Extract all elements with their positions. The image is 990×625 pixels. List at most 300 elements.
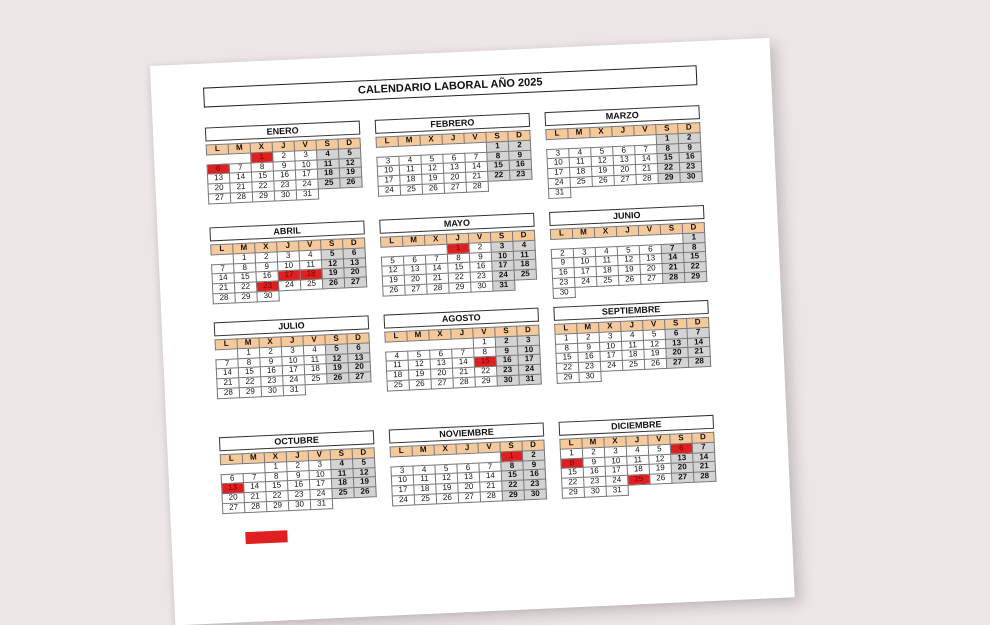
month-table	[545, 122, 703, 199]
day-cell: 10	[605, 456, 627, 467]
weekday-header: S	[670, 433, 692, 444]
day-cell: 12	[353, 467, 375, 478]
day-cell: 14	[212, 273, 234, 284]
day-cell: 12	[649, 454, 671, 465]
day-cell: 15	[657, 153, 679, 164]
day-cell: 14	[244, 482, 266, 493]
weekday-header: S	[660, 224, 682, 235]
day-cell: 6	[403, 255, 425, 266]
day-cell: 4	[303, 345, 325, 356]
day-cell: 10	[518, 345, 540, 356]
weekday-header: D	[343, 238, 365, 249]
weekday-header: S	[656, 124, 678, 135]
day-cell: 24	[575, 276, 597, 287]
day-cell: 27	[666, 358, 688, 369]
day-cell: 15	[251, 171, 273, 182]
day-cell: 19	[592, 166, 614, 177]
empty-cell	[349, 382, 371, 393]
day-cell: 28	[453, 377, 475, 388]
day-cell: 23	[524, 479, 546, 490]
weekday-header: V	[308, 450, 330, 461]
day-cell: 13	[665, 338, 687, 349]
day-cell: 13	[404, 265, 426, 276]
weekday-header: L	[211, 244, 233, 255]
day-cell: 23	[288, 490, 310, 501]
day-cell: 1	[251, 152, 273, 163]
day-cell: 22	[266, 491, 288, 502]
empty-cell	[301, 289, 323, 300]
day-cell: 31	[606, 485, 628, 496]
day-cell: 24	[492, 270, 514, 281]
day-cell: 16	[260, 366, 282, 377]
month-table	[380, 230, 538, 297]
day-cell: 3	[573, 247, 595, 258]
day-cell: 7	[452, 348, 474, 359]
weekday-header: D	[687, 317, 709, 328]
empty-cell	[685, 281, 707, 292]
day-cell: 19	[436, 483, 458, 494]
weekday-header: J	[456, 443, 478, 454]
day-cell: 17	[295, 169, 317, 180]
day-cell: 6	[343, 248, 365, 259]
day-cell: 7	[661, 243, 683, 254]
day-cell: 8	[447, 253, 469, 264]
day-cell: 20	[404, 274, 426, 285]
day-cell: 28	[693, 471, 715, 482]
day-cell: 21	[212, 283, 234, 294]
day-cell: 16	[496, 355, 518, 366]
day-cell: 24	[548, 178, 570, 189]
day-cell: 23	[679, 162, 701, 173]
month-name: DICIEMBRE	[559, 415, 714, 436]
day-cell: 13	[343, 258, 365, 269]
day-cell: 28	[217, 388, 239, 399]
day-cell: 21	[480, 481, 502, 492]
day-cell: 20	[458, 482, 480, 493]
day-cell: 18	[596, 266, 618, 277]
day-cell: 21	[688, 347, 710, 358]
day-cell: 25	[387, 380, 409, 391]
weekday-header: S	[316, 139, 338, 150]
empty-cell	[340, 187, 362, 198]
day-cell: 20	[444, 172, 466, 183]
day-cell: 15	[501, 470, 523, 481]
day-cell: 19	[322, 268, 344, 279]
day-cell: 12	[326, 353, 348, 364]
day-cell: 27	[672, 472, 694, 483]
day-cell: 10	[391, 475, 413, 486]
day-cell: 18	[570, 167, 592, 178]
day-cell: 14	[693, 452, 715, 463]
weekday-header: X	[604, 436, 626, 447]
day-cell: 30	[584, 486, 606, 497]
day-cell: 26	[409, 379, 431, 390]
month-mayo	[379, 213, 537, 297]
day-cell: 4	[513, 240, 535, 251]
weekday-header: S	[330, 449, 352, 460]
day-cell: 6	[665, 328, 687, 339]
day-cell: 28	[466, 181, 488, 192]
empty-cell	[597, 285, 619, 296]
month-febrero	[375, 113, 533, 197]
day-cell: 17	[574, 267, 596, 278]
day-cell: 25	[414, 494, 436, 505]
day-cell: 13	[671, 453, 693, 464]
empty-cell	[601, 370, 623, 381]
day-cell: 14	[452, 357, 474, 368]
holiday-legend-swatch	[245, 530, 288, 544]
day-cell: 8	[474, 347, 496, 358]
day-cell: 11	[386, 360, 408, 371]
day-cell: 30	[257, 291, 279, 302]
day-cell: 9	[679, 142, 701, 153]
day-cell: 7	[425, 254, 447, 265]
weekday-header: L	[376, 136, 398, 147]
weekday-header: V	[478, 442, 500, 453]
weekday-header: X	[429, 329, 451, 340]
day-cell: 19	[422, 173, 444, 184]
empty-cell	[515, 279, 537, 290]
day-cell: 26	[436, 493, 458, 504]
day-cell: 17	[518, 354, 540, 365]
day-cell: 1	[500, 451, 522, 462]
day-cell: 30	[261, 386, 283, 397]
weekday-header: V	[473, 327, 495, 338]
day-cell: 14	[229, 172, 251, 183]
empty-cell	[667, 367, 689, 378]
day-cell: 31	[519, 374, 541, 385]
day-cell: 4	[316, 149, 338, 160]
day-cell: 2	[273, 151, 295, 162]
day-cell: 25	[597, 275, 619, 286]
month-table	[375, 130, 533, 197]
day-cell: 11	[569, 157, 591, 168]
weekday-header: J	[277, 241, 299, 252]
day-cell: 24	[392, 495, 414, 506]
day-cell: 4	[386, 351, 408, 362]
day-cell: 30	[274, 190, 296, 201]
day-cell: 16	[523, 469, 545, 480]
day-cell: 17	[600, 351, 622, 362]
day-cell: 1	[560, 448, 582, 459]
empty-cell	[570, 186, 592, 197]
weekday-header: J	[281, 336, 303, 347]
day-cell: 26	[644, 359, 666, 370]
day-cell: 13	[613, 155, 635, 166]
weekday-header: J	[616, 226, 638, 237]
day-cell: 3	[377, 156, 399, 167]
weekday-header: X	[434, 444, 456, 455]
day-cell: 17	[378, 175, 400, 186]
weekday-header: M	[572, 228, 594, 239]
day-cell: 23	[510, 169, 532, 180]
day-cell: 14	[662, 253, 684, 264]
weekday-header: M	[237, 338, 259, 349]
month-septiembre	[553, 300, 711, 384]
day-cell: 29	[252, 191, 274, 202]
day-cell: 24	[278, 280, 300, 291]
day-cell: 11	[299, 260, 321, 271]
month-noviembre	[389, 423, 547, 507]
day-cell: 7	[216, 358, 238, 369]
day-cell: 10	[377, 166, 399, 177]
weekday-header: M	[412, 445, 434, 456]
month-name: ENERO	[205, 121, 360, 142]
day-cell: 8	[487, 151, 509, 162]
month-table	[559, 432, 717, 499]
empty-cell	[354, 497, 376, 508]
empty-cell	[332, 498, 354, 509]
day-cell: 10	[278, 261, 300, 272]
day-cell: 31	[283, 385, 305, 396]
empty-cell	[345, 287, 367, 298]
day-cell: 27	[222, 503, 244, 514]
day-cell: 16	[578, 352, 600, 363]
day-cell: 1	[447, 243, 469, 254]
day-cell: 28	[662, 272, 684, 283]
day-cell: 21	[453, 367, 475, 378]
month-agosto	[384, 308, 542, 392]
empty-cell	[672, 482, 694, 493]
empty-cell	[645, 368, 667, 379]
day-cell: 20	[208, 183, 230, 194]
weekday-header: D	[517, 325, 539, 336]
day-cell: 27	[405, 284, 427, 295]
day-cell: 1	[656, 133, 678, 144]
empty-cell	[318, 188, 340, 199]
day-cell: 16	[256, 271, 278, 282]
day-cell: 22	[475, 366, 497, 377]
day-cell: 1	[683, 232, 705, 243]
day-cell: 24	[606, 475, 628, 486]
day-cell: 25	[400, 184, 422, 195]
empty-cell	[628, 484, 650, 495]
empty-cell	[592, 185, 614, 196]
month-name: JULIO	[214, 315, 369, 336]
weekday-header: J	[626, 435, 648, 446]
day-cell: 18	[304, 364, 326, 375]
day-cell: 23	[584, 476, 606, 487]
day-cell: 6	[639, 244, 661, 255]
day-cell: 30	[288, 500, 310, 511]
day-cell: 25	[570, 177, 592, 188]
day-cell: 2	[495, 336, 517, 347]
day-cell: 12	[591, 156, 613, 167]
day-cell: 20	[640, 264, 662, 275]
day-cell: 2	[577, 332, 599, 343]
day-cell: 28	[213, 293, 235, 304]
day-cell: 3	[517, 335, 539, 346]
day-cell: 20	[348, 362, 370, 373]
day-cell: 5	[325, 344, 347, 355]
day-cell: 11	[304, 354, 326, 365]
day-cell: 25	[628, 474, 650, 485]
day-cell: 22	[657, 163, 679, 174]
day-cell: 15	[556, 353, 578, 364]
day-cell: 5	[617, 245, 639, 256]
month-name: SEPTIEMBRE	[553, 300, 708, 321]
weekday-header: S	[490, 231, 512, 242]
day-cell: 17	[548, 168, 570, 179]
empty-cell	[575, 286, 597, 297]
empty-cell	[623, 369, 645, 380]
day-cell: 20	[671, 463, 693, 474]
day-cell: 3	[599, 331, 621, 342]
weekday-header: X	[250, 142, 272, 153]
day-cell: 11	[331, 468, 353, 479]
day-cell: 3	[604, 446, 626, 457]
day-cell: 1	[265, 462, 287, 473]
day-cell: 19	[353, 477, 375, 488]
day-cell: 31	[548, 187, 570, 198]
day-cell: 8	[683, 242, 705, 253]
day-cell: 17	[605, 466, 627, 477]
day-cell: 13	[457, 472, 479, 483]
day-cell: 28	[427, 283, 449, 294]
day-cell: 31	[310, 499, 332, 510]
day-cell: 25	[300, 279, 322, 290]
weekday-header: J	[442, 133, 464, 144]
day-cell: 6	[221, 473, 243, 484]
day-cell: 2	[287, 461, 309, 472]
day-cell: 24	[600, 361, 622, 372]
day-cell: 17	[278, 270, 300, 281]
day-cell: 9	[583, 457, 605, 468]
day-cell: 22	[562, 477, 584, 488]
day-cell: 18	[514, 260, 536, 271]
day-cell: 11	[317, 159, 339, 170]
day-cell: 16	[552, 268, 574, 279]
month-marzo	[544, 105, 703, 199]
day-cell: 9	[509, 150, 531, 161]
day-cell: 16	[583, 467, 605, 478]
weekday-header: M	[582, 437, 604, 448]
weekday-header: D	[522, 440, 544, 451]
day-cell: 28	[230, 192, 252, 203]
day-cell: 1	[486, 141, 508, 152]
day-cell: 5	[381, 256, 403, 267]
weekday-header: V	[464, 132, 486, 143]
day-cell: 13	[207, 173, 229, 184]
day-cell: 18	[317, 168, 339, 179]
day-cell: 25	[305, 374, 327, 385]
day-cell: 28	[244, 502, 266, 513]
weekday-header: X	[599, 321, 621, 332]
day-cell: 24	[378, 185, 400, 196]
day-cell: 29	[449, 282, 471, 293]
day-cell: 29	[475, 376, 497, 387]
day-cell: 8	[251, 162, 273, 173]
weekday-header: M	[407, 330, 429, 341]
day-cell: 29	[266, 501, 288, 512]
day-cell: 3	[491, 241, 513, 252]
day-cell: 8	[657, 143, 679, 154]
day-cell: 10	[491, 251, 513, 262]
day-cell: 23	[470, 271, 492, 282]
day-cell: 26	[340, 177, 362, 188]
day-cell: 4	[595, 246, 617, 257]
day-cell: 23	[261, 376, 283, 387]
day-cell: 5	[338, 148, 360, 159]
day-cell: 22	[502, 480, 524, 491]
day-cell: 27	[458, 492, 480, 503]
day-cell: 12	[339, 158, 361, 169]
day-cell: 31	[493, 280, 515, 291]
day-cell: 28	[688, 357, 710, 368]
day-cell: 15	[561, 468, 583, 479]
day-cell: 16	[273, 170, 295, 181]
day-cell: 1	[555, 333, 577, 344]
empty-cell	[488, 180, 510, 191]
day-cell: 29	[684, 271, 706, 282]
weekday-header: M	[228, 143, 250, 154]
day-cell: 9	[496, 346, 518, 357]
day-cell: 29	[239, 387, 261, 398]
month-table	[384, 325, 542, 392]
weekday-header: V	[634, 125, 656, 136]
day-cell: 3	[547, 148, 569, 159]
day-cell: 5	[591, 146, 613, 157]
day-cell: 28	[480, 491, 502, 502]
day-cell: 2	[582, 447, 604, 458]
day-cell: 6	[207, 164, 229, 175]
day-cell: 2	[255, 252, 277, 263]
day-cell: 4	[626, 445, 648, 456]
day-cell: 4	[621, 330, 643, 341]
day-cell: 14	[479, 471, 501, 482]
day-cell: 9	[552, 258, 574, 269]
day-cell: 21	[244, 492, 266, 503]
weekday-header: V	[299, 240, 321, 251]
day-cell: 19	[409, 369, 431, 380]
day-cell: 7	[479, 462, 501, 473]
weekday-header: L	[215, 339, 237, 350]
day-cell: 27	[614, 175, 636, 186]
day-cell: 5	[643, 329, 665, 340]
day-cell: 21	[693, 462, 715, 473]
weekday-header: L	[206, 144, 228, 155]
empty-cell	[663, 282, 685, 293]
day-cell: 19	[382, 275, 404, 286]
month-name: ABRIL	[209, 220, 364, 241]
weekday-header: D	[352, 448, 374, 459]
day-cell: 22	[488, 170, 510, 181]
day-cell: 11	[399, 165, 421, 176]
weekday-header: D	[682, 223, 704, 234]
weekday-header: V	[468, 232, 490, 243]
month-abril	[209, 220, 367, 304]
empty-cell	[689, 366, 711, 377]
day-cell: 18	[622, 350, 644, 361]
day-cell: 30	[497, 375, 519, 386]
day-cell: 5	[353, 458, 375, 469]
day-cell: 27	[444, 182, 466, 193]
day-cell: 2	[508, 140, 530, 151]
day-cell: 7	[243, 472, 265, 483]
day-cell: 13	[348, 352, 370, 363]
day-cell: 4	[569, 147, 591, 158]
month-octubre	[219, 430, 377, 514]
day-cell: 22	[252, 181, 274, 192]
day-cell: 6	[457, 463, 479, 474]
weekday-header: M	[242, 453, 264, 464]
day-cell: 8	[501, 461, 523, 472]
day-cell: 26	[383, 285, 405, 296]
day-cell: 7	[465, 152, 487, 163]
day-cell: 27	[349, 372, 371, 383]
day-cell: 27	[640, 273, 662, 284]
day-cell: 25	[514, 269, 536, 280]
